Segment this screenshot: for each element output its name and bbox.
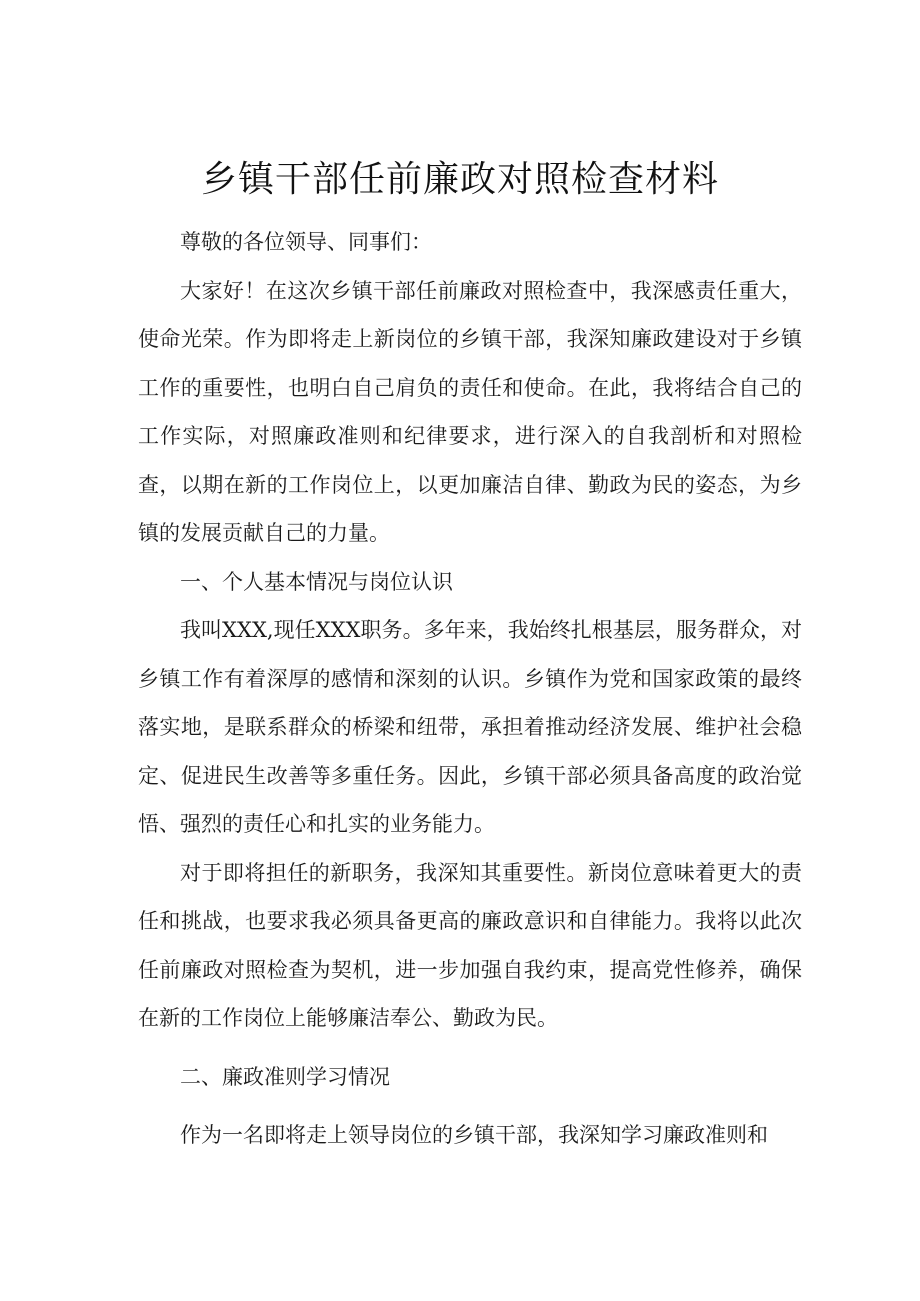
section-2-heading: 二、廉政准则学习情况 — [180, 1064, 390, 1089]
section-2-paragraph-1: 作为一名即将走上领导岗位的乡镇干部，我深知学习廉政准则和 — [180, 1123, 768, 1147]
document-title: 乡镇干部任前廉政对照检查材料 — [200, 159, 719, 200]
section-1-paragraph-2: 对于即将担任的新职务，我深知其重要性。新岗位意味着更大的责任和挑战，也要求我必须具备更高的廉政意识和自律能力。我将以此次任前廉政对照检查为契机，进一步加强自我约束，提高党性修养，确保在新的工作岗位上能够廉洁奉公、勤政为民。 — [138, 860, 802, 1030]
section-1-paragraph-1: 我叫XXX,现任XXX职务。多年来，我始终扎根基层，服务群众，对乡镇工作有着深厚的感情和深刻的认识。乡镇作为党和国家政策的最终落实地，是联系群众的桥梁和纽带，承担着推动经济发展、维护社会稳定、促进民生改善等多重任务。因此，乡镇干部必须具备高度的政治觉悟、强烈的责任心和扎实的业务能力。 — [138, 618, 802, 836]
document-body — [138, 218, 802, 1160]
intro-paragraph: 大家好！在这次乡镇干部任前廉政对照检查中，我深感责任重大，使命光荣。作为即将走上新岗位的乡镇干部，我深知廉政建设对于乡镇工作的重要性，也明白自己肩负的责任和使命。在此，我将结合自己的工作实际，对照廉政准则和纪律要求，进行深入的自我剖析和对照检查，以期在新的工作岗位上，以更加廉洁自律、勤政为民的姿态，为乡镇的发展贡献自己的力量。 — [138, 278, 802, 545]
section-1-heading: 一、个人基本情况与岗位认识 — [180, 569, 453, 594]
spacer — [138, 1101, 802, 1111]
salutation: 尊敬的各位领导、同事们： — [180, 230, 432, 254]
spacer — [138, 1043, 802, 1053]
